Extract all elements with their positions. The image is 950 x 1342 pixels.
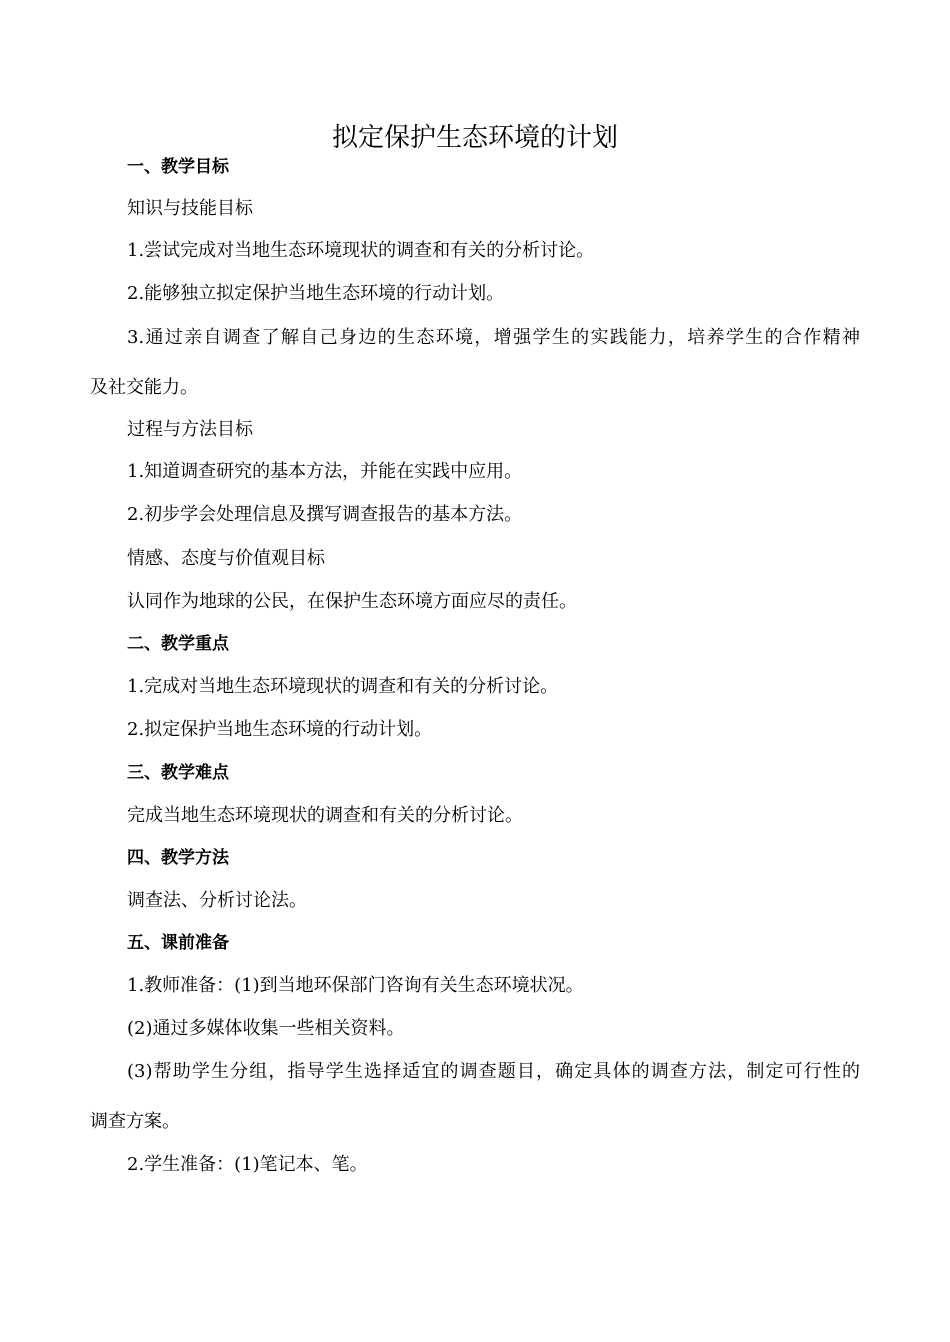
paragraph-continuation: 调查方案。 (90, 1111, 180, 1132)
paragraph: 1.知道调查研究的基本方法，并能在实践中应用。 (127, 461, 523, 482)
paragraph: 1.教师准备：(1)到当地环保部门咨询有关生态环境状况。 (127, 975, 584, 996)
paragraph: 2.拟定保护当地生态环境的行动计划。 (127, 719, 433, 740)
subheading-process-methods: 过程与方法目标 (127, 419, 253, 440)
section-heading-methods: 四、教学方法 (127, 848, 229, 868)
section-heading-objectives: 一、教学目标 (127, 157, 229, 177)
paragraph: 2.初步学会处理信息及撰写调查报告的基本方法。 (127, 504, 523, 525)
paragraph: 2.能够独立拟定保护当地生态环境的行动计划。 (127, 283, 505, 304)
paragraph: 3.通过亲自调查了解自己身边的生态环境，增强学生的实践能力，培养学生的合作精神 (127, 327, 860, 348)
document-title: 拟定保护生态环境的计划 (331, 123, 618, 153)
paragraph: 认同作为地球的公民，在保护生态环境方面应尽的责任。 (127, 591, 577, 612)
paragraph-continuation: 及社交能力。 (90, 377, 198, 398)
paragraph: (2)通过多媒体收集一些相关资料。 (127, 1018, 405, 1039)
paragraph: 完成当地生态环境现状的调查和有关的分析讨论。 (127, 805, 523, 826)
section-heading-difficulties: 三、教学难点 (127, 763, 229, 783)
paragraph: (3)帮助学生分组，指导学生选择适宜的调查题目，确定具体的调查方法，制定可行性的 (127, 1061, 860, 1082)
paragraph: 1.尝试完成对当地生态环境现状的调查和有关的分析讨论。 (127, 240, 595, 261)
paragraph: 调查法、分析讨论法。 (127, 890, 307, 911)
section-heading-key-points: 二、教学重点 (127, 634, 229, 654)
paragraph: 2.学生准备：(1)笔记本、笔。 (127, 1154, 368, 1175)
section-heading-preparation: 五、课前准备 (127, 933, 229, 953)
subheading-knowledge-skills: 知识与技能目标 (127, 198, 253, 219)
subheading-emotion-values: 情感、态度与价值观目标 (127, 548, 325, 569)
paragraph: 1.完成对当地生态环境现状的调查和有关的分析讨论。 (127, 676, 559, 697)
